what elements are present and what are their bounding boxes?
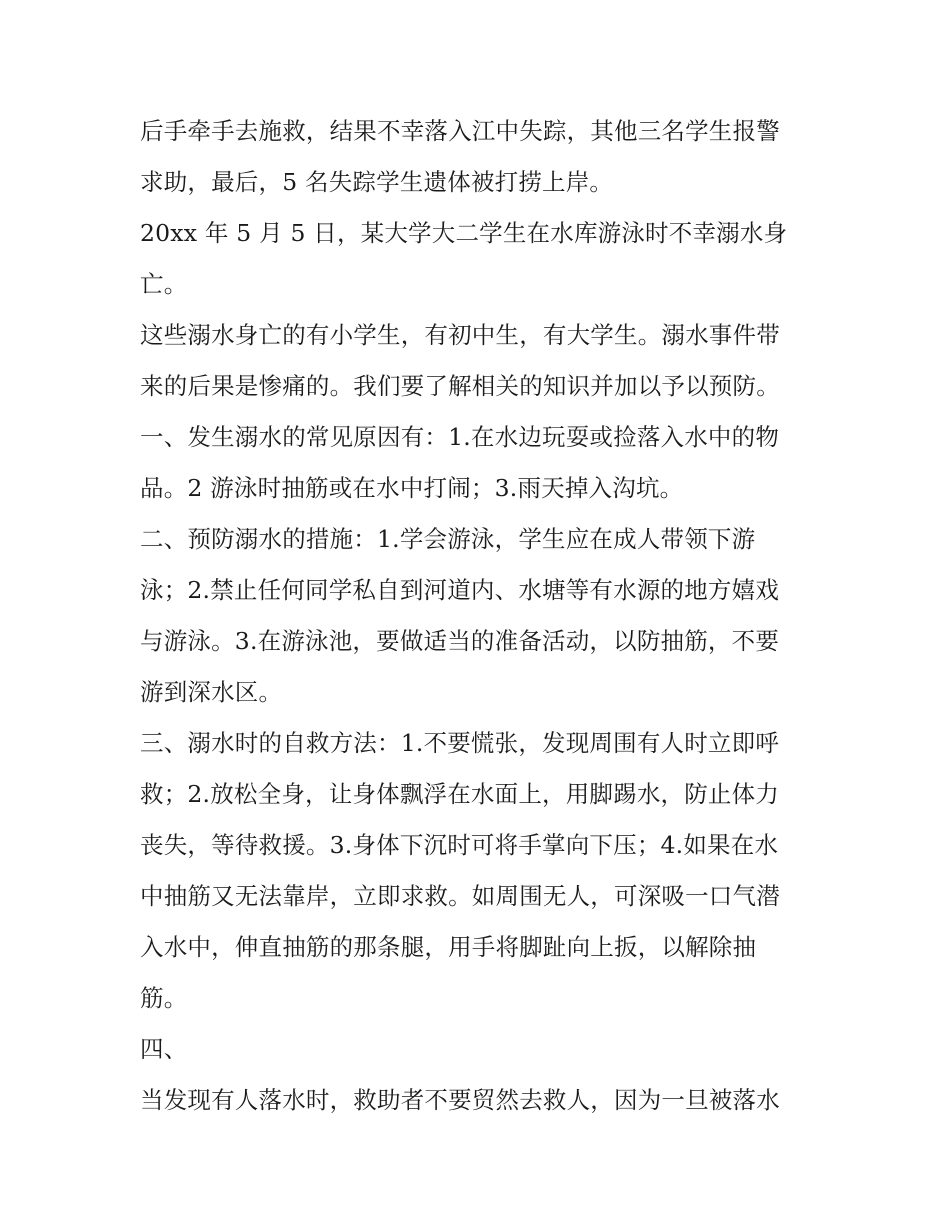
text-line: 泳；2.禁止任何同学私自到河道内、水塘等有水源的地方嬉戏 xyxy=(140,576,780,604)
text-line: 二、预防溺水的措施：1.学会游泳，学生应在成人带领下游 xyxy=(140,525,756,553)
document-page xyxy=(140,106,820,1126)
text-line: 求助，最后，5 名失踪学生遗体被打捞上岸。 xyxy=(140,168,614,196)
text-line: 一、发生溺水的常见原因有：1.在水边玩耍或捡落入水中的物 xyxy=(140,423,780,451)
text-line: 中抽筋又无法靠岸，立即求救。如周围无人，可深吸一口气潜 xyxy=(140,882,780,910)
text-line: 后手牵手去施救，结果不幸落入江中失踪，其他三名学生报警 xyxy=(140,117,780,145)
text-line: 丧失，等待救援。3.身体下沉时可将手掌向下压；4.如果在水 xyxy=(140,831,779,859)
text-line: 四、 xyxy=(140,1035,188,1063)
text-line: 游到深水区。 xyxy=(140,678,283,706)
text-line: 这些溺水身亡的有小学生，有初中生，有大学生。溺水事件带 xyxy=(140,321,780,349)
text-line: 入水中，伸直抽筋的那条腿，用手将脚趾向上扳，以解除抽 xyxy=(140,933,757,961)
text-line: 品。2 游泳时抽筋或在水中打闹；3.雨天掉入沟坑。 xyxy=(140,474,684,502)
text-line: 当发现有人落水时，救助者不要贸然去救人，因为一旦被落水 xyxy=(140,1086,780,1114)
text-line: 三、溺水时的自救方法：1.不要慌张，发现周围有人时立即呼 xyxy=(140,729,780,757)
text-line: 20xx 年 5 月 5 日，某大学大二学生在水库游泳时不幸溺水身 xyxy=(140,219,788,247)
text-line: 筋。 xyxy=(140,984,188,1012)
text-line: 亡。 xyxy=(140,270,188,298)
text-line: 来的后果是惨痛的。我们要了解相关的知识并加以予以预防。 xyxy=(140,372,780,400)
text-line: 与游泳。3.在游泳池，要做适当的准备活动，以防抽筋，不要 xyxy=(140,627,780,655)
text-line: 救；2.放松全身，让身体飘浮在水面上，用脚踢水，防止体力 xyxy=(140,780,780,808)
